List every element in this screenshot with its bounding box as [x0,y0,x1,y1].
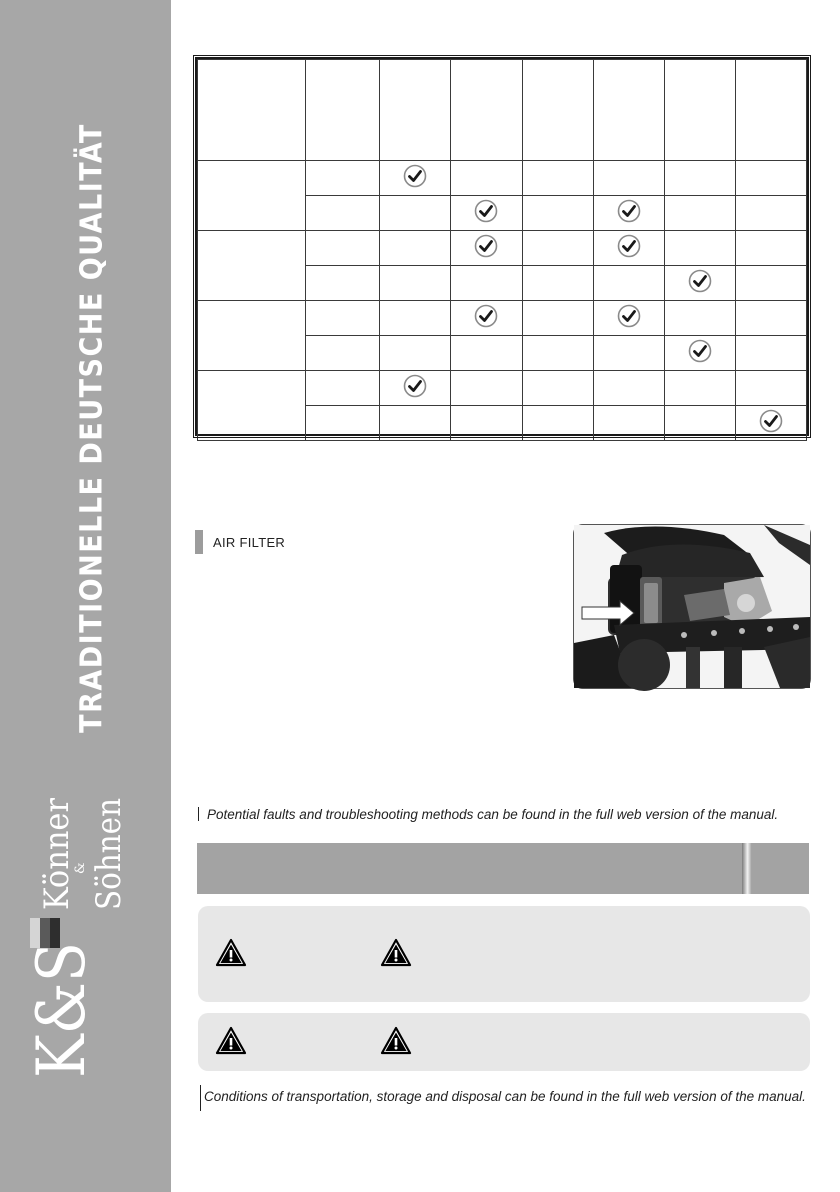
schedule-cell [735,336,806,371]
schedule-cell [380,406,451,441]
transport-note-text: Conditions of transportation, storage and disposal can be found in the full web version of the manual. [204,1089,806,1104]
schedule-cell [380,231,451,266]
section-banner [197,843,809,894]
banner-main [197,843,742,894]
table-row [198,161,807,196]
schedule-cell [451,231,522,266]
schedule-cell [451,371,522,406]
schedule-cell [306,231,380,266]
schedule-cell [522,231,593,266]
faults-note [198,807,778,822]
table-header-row [198,60,807,161]
transport-note [204,1089,806,1104]
brand-word-2: Söhnen [89,780,129,910]
table-row [198,231,807,266]
schedule-cell [664,371,735,406]
check-icon [474,304,498,328]
check-icon [617,234,641,258]
header-cell [198,60,306,161]
check-icon [688,269,712,293]
check-icon [403,374,427,398]
schedule-cell [664,336,735,371]
schedule-cell [593,336,664,371]
schedule-cell [306,266,380,301]
schedule-cell [735,406,806,441]
item-label-cell [198,161,306,231]
table-row [198,301,807,336]
schedule-cell [664,231,735,266]
schedule-cell [306,196,380,231]
header-cell [451,60,522,161]
header-cell [735,60,806,161]
schedule-cell [735,196,806,231]
schedule-cell [380,266,451,301]
schedule-cell [522,336,593,371]
schedule-cell [380,336,451,371]
schedule-cell [522,371,593,406]
schedule-cell [593,266,664,301]
brand-stripe-light [30,918,40,948]
schedule-cell [735,231,806,266]
item-label-cell [198,301,306,371]
schedule-cell [593,406,664,441]
check-icon [474,234,498,258]
schedule-cell [451,406,522,441]
schedule-cell [664,266,735,301]
brand-logo [23,780,162,1080]
schedule-cell [664,406,735,441]
check-icon [759,409,783,433]
check-icon [474,199,498,223]
schedule-cell [380,301,451,336]
schedule-cell [593,371,664,406]
schedule-cell [522,266,593,301]
schedule-cell [664,301,735,336]
item-label-cell [198,231,306,301]
check-icon [688,339,712,363]
schedule-cell [380,161,451,196]
heading-marker [195,530,203,554]
schedule-cell [451,266,522,301]
brand-ampersand: & [73,862,88,874]
schedule-cell [735,371,806,406]
warning-triangle-icon [216,939,246,967]
brand-word-1: Könner [37,784,77,910]
brand-mark: K&S [23,924,100,1078]
air-filter-photo [573,524,811,689]
schedule-cell [735,266,806,301]
warning-box [198,906,810,1002]
banner-tab [752,843,809,894]
schedule-cell [593,196,664,231]
schedule-cell [664,161,735,196]
banner-divider [742,843,752,894]
schedule-cell [451,301,522,336]
schedule-cell [593,301,664,336]
header-cell [593,60,664,161]
schedule-cell [306,406,380,441]
table-row [198,371,807,406]
schedule-cell [451,196,522,231]
schedule-cell [522,406,593,441]
header-cell [306,60,380,161]
schedule-cell [735,161,806,196]
maintenance-schedule-table [195,57,809,436]
faults-note-text: Potential faults and troubleshooting methods can be found in the full web version of the manual. [207,807,779,822]
warning-triangle-icon [216,1027,246,1055]
warning-triangle-icon [381,1027,411,1055]
schedule-cell [522,161,593,196]
warning-triangle-icon [381,939,411,967]
header-cell [380,60,451,161]
check-icon [617,199,641,223]
schedule-cell [451,336,522,371]
note-marker [200,1085,201,1111]
schedule-cell [306,161,380,196]
schedule-cell [593,231,664,266]
schedule-cell [522,196,593,231]
schedule-cell [306,371,380,406]
sidebar: TRADITIONELLE DEUTSCHE QUALITÄT K&S Könner & Söhnen [0,0,171,1192]
header-cell [664,60,735,161]
schedule-cell [735,301,806,336]
schedule-cell [306,301,380,336]
warning-box [198,1013,810,1071]
brand-stripe-dark [50,918,60,948]
note-marker [198,807,199,821]
schedule-cell [593,161,664,196]
engine-photo-illustration [574,525,810,688]
check-icon [403,164,427,188]
header-cell [522,60,593,161]
item-label-cell [198,371,306,441]
brand-stripe-mid [40,918,50,948]
schedule-cell [306,336,380,371]
air-filter-title: AIR FILTER [213,535,286,550]
schedule-cell [522,301,593,336]
schedule-cell [451,161,522,196]
schedule-cell [380,371,451,406]
schedule-cell [380,196,451,231]
check-icon [617,304,641,328]
schedule-cell [664,196,735,231]
